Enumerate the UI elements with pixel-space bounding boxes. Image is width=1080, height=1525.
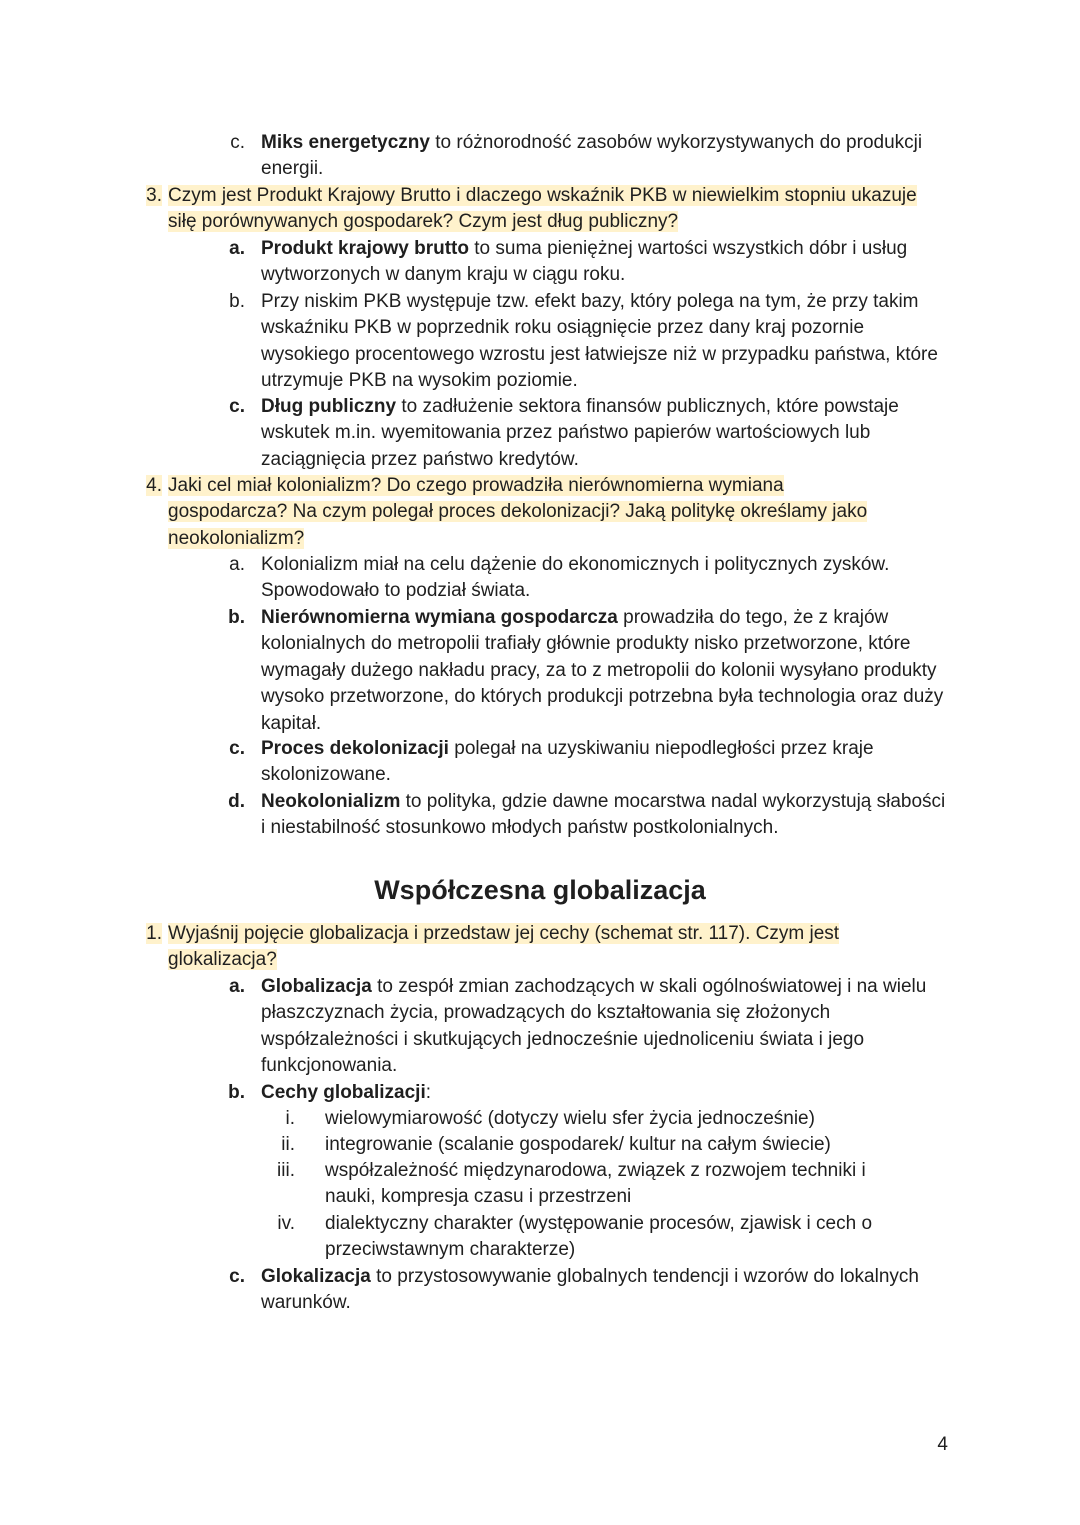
term: Glokalizacja [261, 1266, 371, 1287]
list-item-text: wielowymiarowość (dotyczy wielu sfer życia jednocześnie) [325, 1108, 815, 1129]
list-item [205, 236, 950, 289]
list-item [205, 552, 950, 605]
list-item-text: Glokalizacja to przystosowywanie globalnych tendencji i wzorów do lokalnych warunków. [261, 1266, 919, 1314]
list-marker: a. [229, 238, 245, 259]
list-item-text: współzależność międzynarodowa, związek z rozwojem techniki i nauki, kompresja czasu i przestrzeni [325, 1160, 866, 1208]
sub-list-item [265, 1158, 905, 1211]
question-text: Czym jest Produkt Krajowy Brutto i dlaczego wskaźnik PKB w niewielkim stopniu ukazuje siłę porównywanych gospodarek? Czym jest dług publiczny? [168, 185, 917, 233]
sub-list-item [265, 1211, 905, 1264]
list-marker: c. [229, 396, 245, 417]
list-marker: b. [228, 1082, 245, 1103]
section-title: Współczesna globalizacja [374, 875, 706, 905]
list-marker: 4. [146, 475, 162, 496]
list-item-text: Cechy globalizacji: [261, 1082, 432, 1103]
term: Globalizacja [261, 976, 372, 997]
list-marker: c. [229, 1266, 245, 1287]
list-marker: b. [228, 607, 245, 628]
question-4 [135, 473, 945, 552]
list-marker: ii. [281, 1134, 295, 1155]
question-3 [135, 183, 945, 236]
list-item-text: Miks energetyczny to różnorodność zasobów wykorzystywanych do produkcji energii. [261, 132, 923, 180]
term: Miks energetyczny [261, 132, 430, 153]
list-item [205, 605, 950, 737]
term: Cechy globalizacji [261, 1082, 426, 1103]
list-marker: a. [229, 554, 245, 575]
list-item-text: Globalizacja to zespół zmian zachodzących w skali ogólnoświatowej i na wielu płaszczyznach życia, prowadzących do kształtowania się złożonych współzależności i skutkujących jednocześnie ujednoliceniu świata i jego funkcjonowania. [261, 976, 927, 1077]
list-item [205, 974, 950, 1080]
list-item-text: Neokolonializm to polityka, gdzie dawne mocarstwa nadal wykorzystują słabości i niestabilność stosunkowo młodych państw postkolonialnych. [261, 791, 946, 839]
list-item-text: Produkt krajowy brutto to suma pieniężnej wartości wszystkich dóbr i usług wytworzonych w danym kraju w ciągu roku. [261, 238, 908, 286]
list-item-text: Proces dekolonizacji polegał na uzyskiwaniu niepodległości przez kraje skolonizowane. [261, 738, 874, 786]
list-item-text: Dług publiczny to zadłużenie sektora finansów publicznych, które powstaje wskutek m.in. wyemitowania przez państwo papierów wartościowych lub zaciągnięcia przez państwo kredytów. [261, 396, 899, 470]
list-item-text: integrowanie (scalanie gospodarek/ kultur na całym świecie) [325, 1134, 831, 1155]
list-marker: c. [229, 738, 245, 759]
list-item-text: Przy niskim PKB występuje tzw. efekt bazy, który polega na tym, że przy takim wskaźniku PKB w poprzednik roku osiągnięcie przez dany kraj pozornie wysokiego procentowego wzrostu jest łatwiejsze niż w przypadku państwa, które utrzymuje PKB na wysokim poziomie. [261, 291, 938, 392]
list-item [205, 289, 950, 395]
question-text: Wyjaśnij pojęcie globalizacja i przedstaw jej cechy (schemat str. 117). Czym jest glokalizacja? [168, 923, 840, 971]
question-1 [135, 921, 945, 974]
list-item [205, 736, 950, 789]
sub-list-item [265, 1106, 905, 1132]
term: Produkt krajowy brutto [261, 238, 469, 259]
term: Proces dekolonizacji [261, 738, 449, 759]
list-marker: iv. [277, 1213, 295, 1234]
list-marker: i. [285, 1108, 295, 1129]
list-item-text: Kolonializm miał na celu dążenie do ekonomicznych i politycznych zysków. Spowodowało to podział świata. [261, 554, 890, 602]
sub-list-item [265, 1132, 905, 1158]
list-marker: b. [229, 291, 245, 312]
term: Neokolonializm [261, 791, 401, 812]
list-item [205, 130, 950, 183]
list-item [205, 1264, 950, 1317]
term: Dług publiczny [261, 396, 397, 417]
list-marker: iii. [277, 1160, 295, 1181]
list-marker: a. [229, 976, 245, 997]
list-marker: 3. [146, 185, 162, 206]
page-number: 4 [937, 1434, 948, 1455]
list-item [205, 394, 950, 473]
list-item-text: Nierównomierna wymiana gospodarcza prowadziła do tego, że z krajów kolonialnych do metropolii trafiały głównie produkty nisko przetworzone, które wymagały dużego nakładu pracy, za to z metropolii do kolonii wysyłano produkty wysoko przetworzone, do których produkcji potrzebna była technologia oraz duży kapitał. [261, 607, 944, 734]
term: Nierównomierna wymiana gospodarcza [261, 607, 618, 628]
list-marker: d. [228, 791, 245, 812]
list-item [205, 1080, 950, 1106]
list-marker: c. [230, 132, 245, 153]
question-text: Jaki cel miał kolonializm? Do czego prowadziła nierównomierna wymiana gospodarcza? Na czym polegał proces dekolonizacji? Jaką politykę określamy jako neokolonializm? [168, 475, 868, 549]
list-marker: 1. [146, 923, 162, 944]
list-item-text: dialektyczny charakter (występowanie procesów, zjawisk i cech o przeciwstawnym charakterze) [325, 1213, 873, 1261]
list-item [205, 789, 950, 842]
